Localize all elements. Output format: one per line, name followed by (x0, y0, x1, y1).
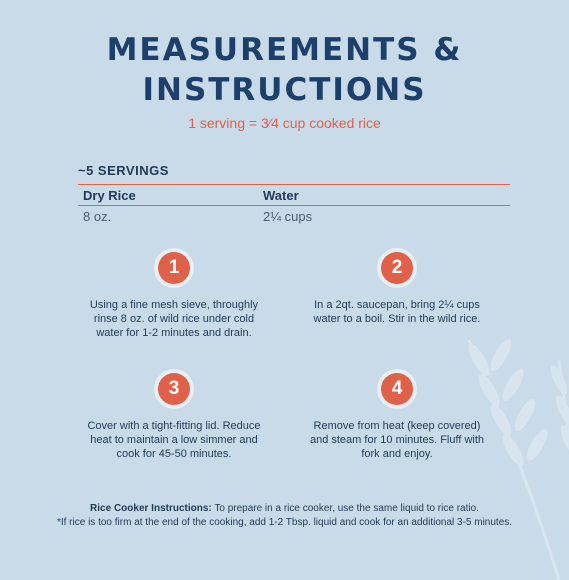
page-title (0, 30, 569, 110)
step-text: Using a fine mesh sieve, throughly rinse 8 oz. of wild rice under cold water for 1-2 minutes and drain. (89, 299, 259, 339)
firmness-note: *If rice is too firm at the end of the cooking, add 1-2 Tbsp. liquid and cook for an additional 3-5 minutes. (56, 517, 513, 528)
footer-notes (0, 502, 569, 530)
step-number-badge: 3 (158, 373, 190, 405)
column-header-water: Water (263, 188, 299, 203)
rice-cooker-label: Rice Cooker Instructions: (90, 503, 212, 514)
step-text: Cover with a tight-fitting lid. Reduce heat to maintain a low simmer and cook for 45-50 minutes. (87, 420, 261, 460)
cell-water: 2¼ cups (263, 209, 313, 224)
table-divider-bottom (78, 205, 510, 206)
step-4 (307, 373, 487, 461)
servings-label: ~5 SERVINGS (78, 163, 169, 178)
step-number-badge: 2 (381, 252, 413, 284)
rice-cooker-instructions (0, 502, 569, 516)
step-3 (84, 373, 264, 461)
step-2 (307, 252, 487, 326)
cell-dry-rice: 8 oz. (83, 209, 112, 224)
serving-size-subtitle: 1 serving = 3⁄4 cup cooked rice (188, 115, 381, 131)
table-divider-top (78, 184, 510, 185)
step-text: In a 2qt. saucepan, bring 2¼ cups water to a boil. Stir in the wild rice. (313, 299, 481, 325)
step-number-badge: 4 (381, 373, 413, 405)
step-text: Remove from heat (keep covered) and steam for 10 minutes. Fluff with fork and enjoy. (309, 420, 485, 460)
title-line-1: MEASUREMENTS & (106, 32, 463, 68)
title-line-2: INSTRUCTIONS (142, 72, 427, 108)
step-number-badge: 1 (158, 252, 190, 284)
step-1 (84, 252, 264, 340)
column-header-dry-rice: Dry Rice (83, 188, 136, 203)
rice-cooker-text: To prepare in a rice cooker, use the same liquid to rice ratio. (211, 503, 479, 514)
